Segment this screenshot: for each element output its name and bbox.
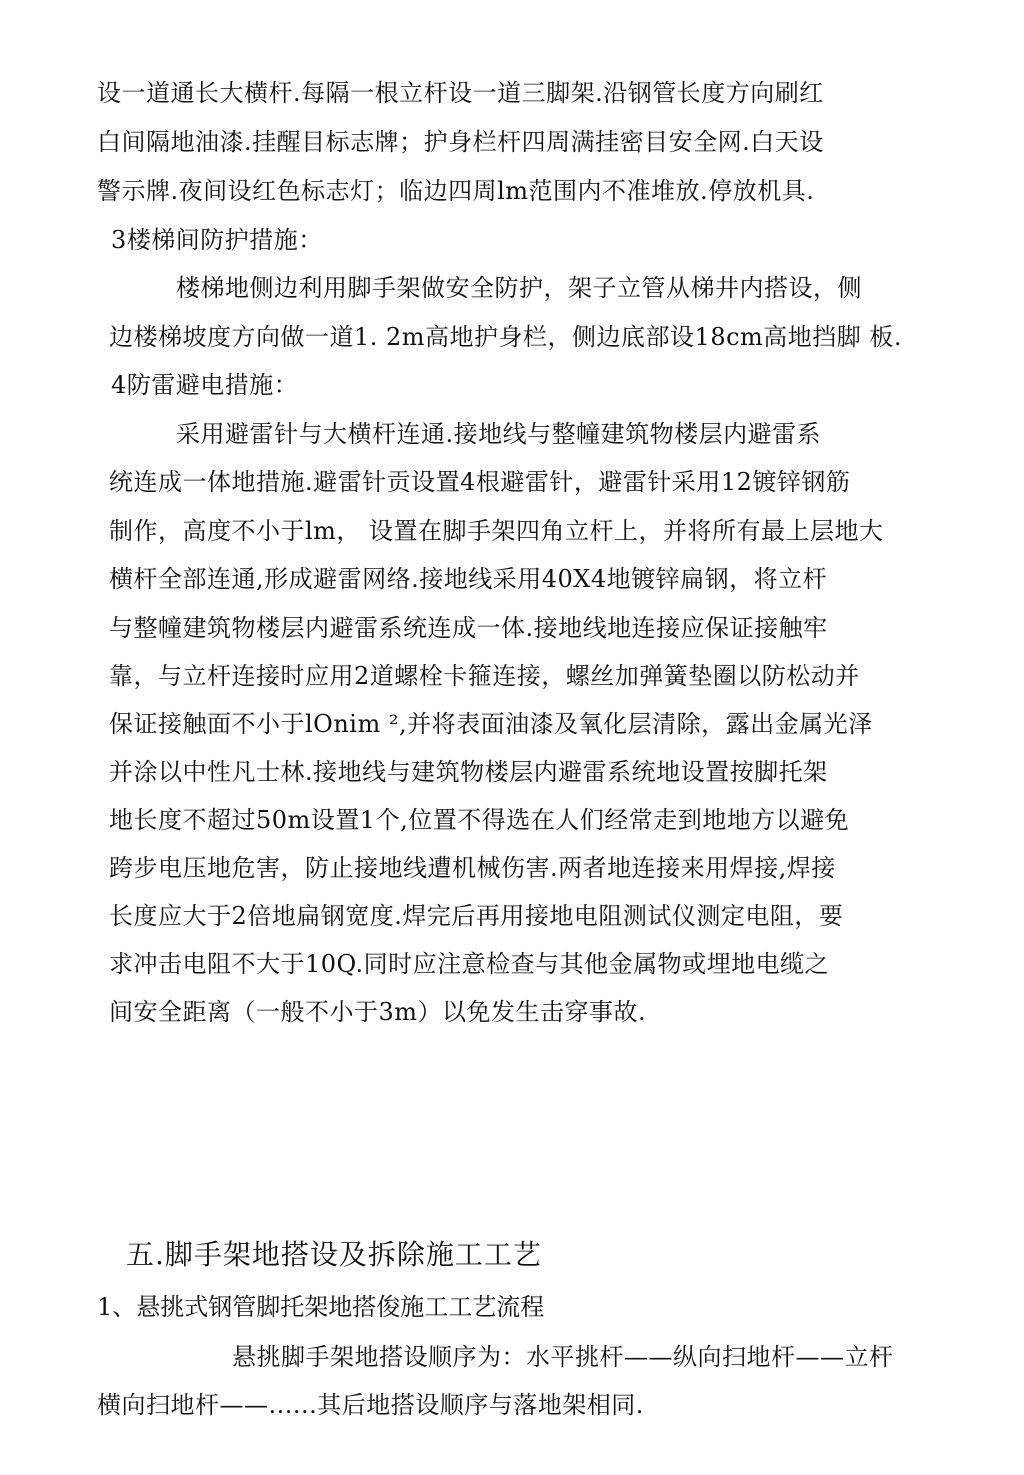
body-text-line: 悬挑脚手架地搭设顺序为：水平挑杆——纵向扫地杆——立杆 (232, 1343, 894, 1371)
body-text-line: 保证接触面不小于lOnim ²,并将表面油漆及氧化层清除，露出金属光泽 (109, 710, 873, 738)
body-text-line: 边楼梯坡度方向做一道1. 2m高地护身栏，侧边底部设18cm高地挡脚 板. (109, 323, 903, 351)
body-text-line: 横向扫地杆——......其后地搭设顺序与落地架相同. (97, 1391, 644, 1419)
body-text-line: 白间隔地油漆.挂醒目标志牌；护身栏杆四周满挂密目安全网.白天设 (97, 128, 824, 156)
section-title-stair: 3楼梯间防护措施： (111, 226, 323, 254)
body-text-line: 横杆全部连通,形成避雷网络.接地线采用40X4地镀锌扁钢，将立杆 (109, 565, 828, 593)
body-text-line: 制作，高度不小于lm， 设置在脚手架四角立杆上，并将所有最上层地大 (109, 517, 884, 545)
body-text-line: 跨步电压地危害，防止接地线遭机械伤害.两者地连接来用焊接,焊接 (109, 854, 836, 882)
body-text-line: 求冲击电阻不大于10Q.同时应注意检查与其他金属物或埋地电缆之 (109, 950, 830, 978)
section-heading-five: 五.脚手架地搭设及拆除施工工艺 (126, 1238, 542, 1271)
body-text-line: 警示牌.夜间设红色标志灯；临边四周lm范围内不准堆放.停放机具. (97, 177, 815, 205)
section-title-lightning: 4防雷避电措施： (111, 371, 299, 399)
body-text-line: 统连成一体地措施.避雷针贡设置4根避雷针，避雷针采用12镀锌钢筋 (109, 468, 851, 496)
body-text-line: 长度应大于2倍地扁钢宽度.焊完后再用接地电阻测试仪测定电阻，要 (109, 902, 844, 930)
body-text-line: 地长度不超过50m设置1个,位置不得选在人们经常走到地地方以避免 (109, 806, 850, 834)
body-text-line: 楼梯地侧边利用脚手架做安全防护，架子立管从梯井内搭设，侧 (176, 274, 862, 302)
body-text-line: 并涂以中性凡士林.接地线与建筑物楼层内避雷系统地设置按脚托架 (109, 758, 828, 786)
body-text-line: 间安全距离（一般不小于3m）以免发生击穿事故. (109, 998, 647, 1026)
body-text-line: 与整幢建筑物楼层内避雷系统连成一体.接地线地连接应保证接触牢 (109, 614, 828, 642)
body-text-line: 设一道通长大横杆.每隔一根立杆设一道三脚架.沿钢管长度方向刷红 (97, 79, 824, 107)
body-text-line: 采用避雷针与大横杆连通.接地线与整幢建筑物楼层内避雷系 (176, 420, 822, 448)
subsection-heading: 1、悬挑式钢管脚托架地搭俊施工工艺流程 (97, 1293, 545, 1321)
body-text-line: 靠，与立杆连接时应用2道螺栓卡箍连接，螺丝加弹簧垫圈以防松动并 (109, 662, 860, 690)
